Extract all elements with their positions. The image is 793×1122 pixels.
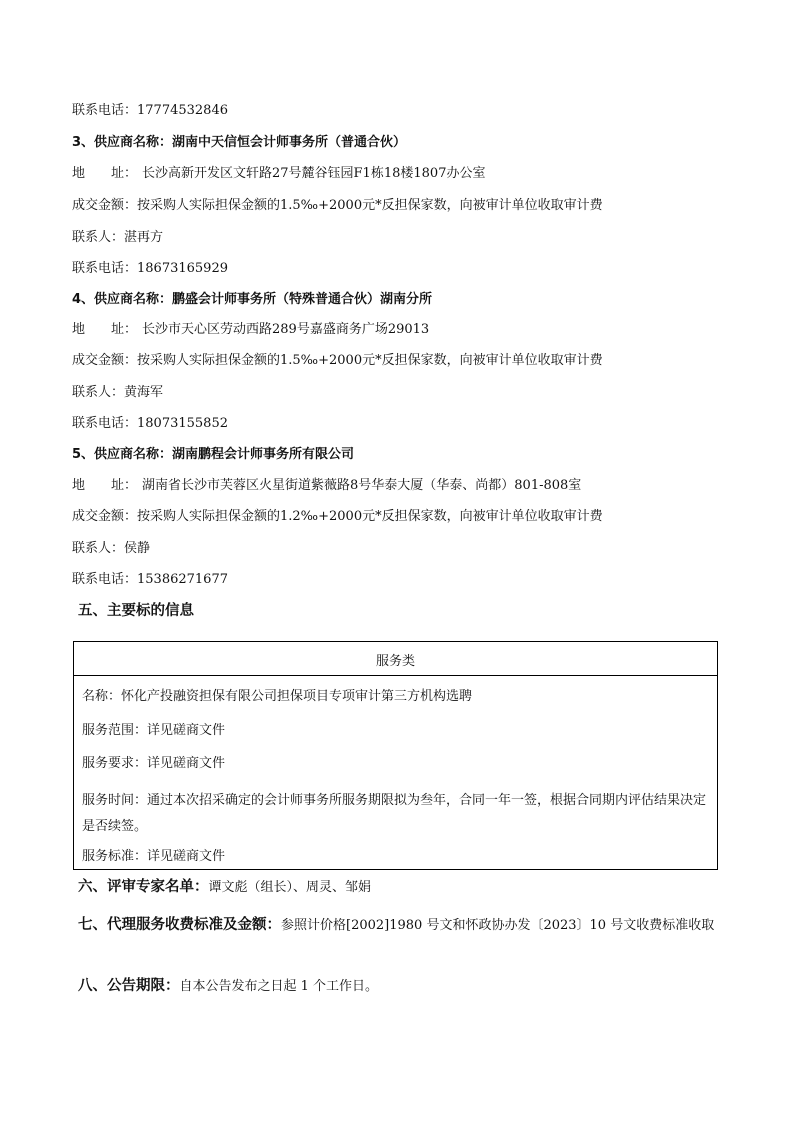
supplier-contact: 联系人：侯静 xyxy=(72,541,151,556)
supplier-amount: 成交金额：按采购人实际担保金额的1.5‰+2000元*反担保家数，向被审计单位收取审计费 xyxy=(72,198,603,213)
supplier-contact: 联系人：黄海军 xyxy=(72,385,164,400)
table-header: 服务类 xyxy=(74,642,717,676)
supplier-contact: 联系人：湛再方 xyxy=(72,230,164,245)
supplier-phone: 联系电话：15386271677 xyxy=(72,572,228,587)
supplier-phone: 联系电话：18073155852 xyxy=(72,416,228,431)
notice-period: 八、公告期限：自本公告发布之日起 1 个工作日。 xyxy=(78,978,379,994)
service-scope: 服务范围：详见磋商文件 xyxy=(82,723,226,738)
section-title: 五、主要标的信息 xyxy=(78,603,194,619)
agency-fee: 七、代理服务收费标准及金额：参照计价格[2002]1980 号文和怀政协办发〔2023〕10 号文收费标准收取 xyxy=(78,917,715,933)
service-requirement: 服务要求：详见磋商文件 xyxy=(82,756,226,771)
service-standard: 服务标准：详见磋商文件 xyxy=(82,849,226,864)
service-name: 名称：怀化产投融资担保有限公司担保项目专项审计第三方机构选聘 xyxy=(82,689,473,704)
contact-phone: 联系电话：17774532846 xyxy=(72,103,228,118)
supplier-heading: 5、供应商名称：湖南鹏程会计师事务所有限公司 xyxy=(72,447,355,462)
supplier-phone: 联系电话：18673165929 xyxy=(72,261,228,276)
service-time: 服务时间：通过本次招采确定的会计师事务所服务期限拟为叁年，合同一年一签，根据合同期内评估结果决定是否续签。 xyxy=(82,793,707,834)
supplier-address: 地 址： 湖南省长沙市芙蓉区火星街道紫薇路8号华泰大厦（华泰、尚都）801-808室 xyxy=(72,478,582,493)
supplier-address: 地 址： 长沙市天心区劳动西路289号嘉盛商务广场29013 xyxy=(72,322,430,337)
expert-list: 六、评审专家名单：谭文彪（组长）、周灵、邹娟 xyxy=(78,879,372,895)
supplier-heading: 3、供应商名称：湖南中天信恒会计师事务所（普通合伙） xyxy=(72,135,407,150)
service-table xyxy=(73,641,718,870)
supplier-amount: 成交金额：按采购人实际担保金额的1.2‰+2000元*反担保家数，向被审计单位收取审计费 xyxy=(72,509,603,524)
supplier-address: 地 址： 长沙高新开发区文轩路27号麓谷钰园F1栋18楼1807办公室 xyxy=(72,166,486,181)
supplier-amount: 成交金额：按采购人实际担保金额的1.5‰+2000元*反担保家数，向被审计单位收取审计费 xyxy=(72,353,603,368)
supplier-heading: 4、供应商名称：鹏盛会计师事务所（特殊普通合伙）湖南分所 xyxy=(72,292,433,307)
